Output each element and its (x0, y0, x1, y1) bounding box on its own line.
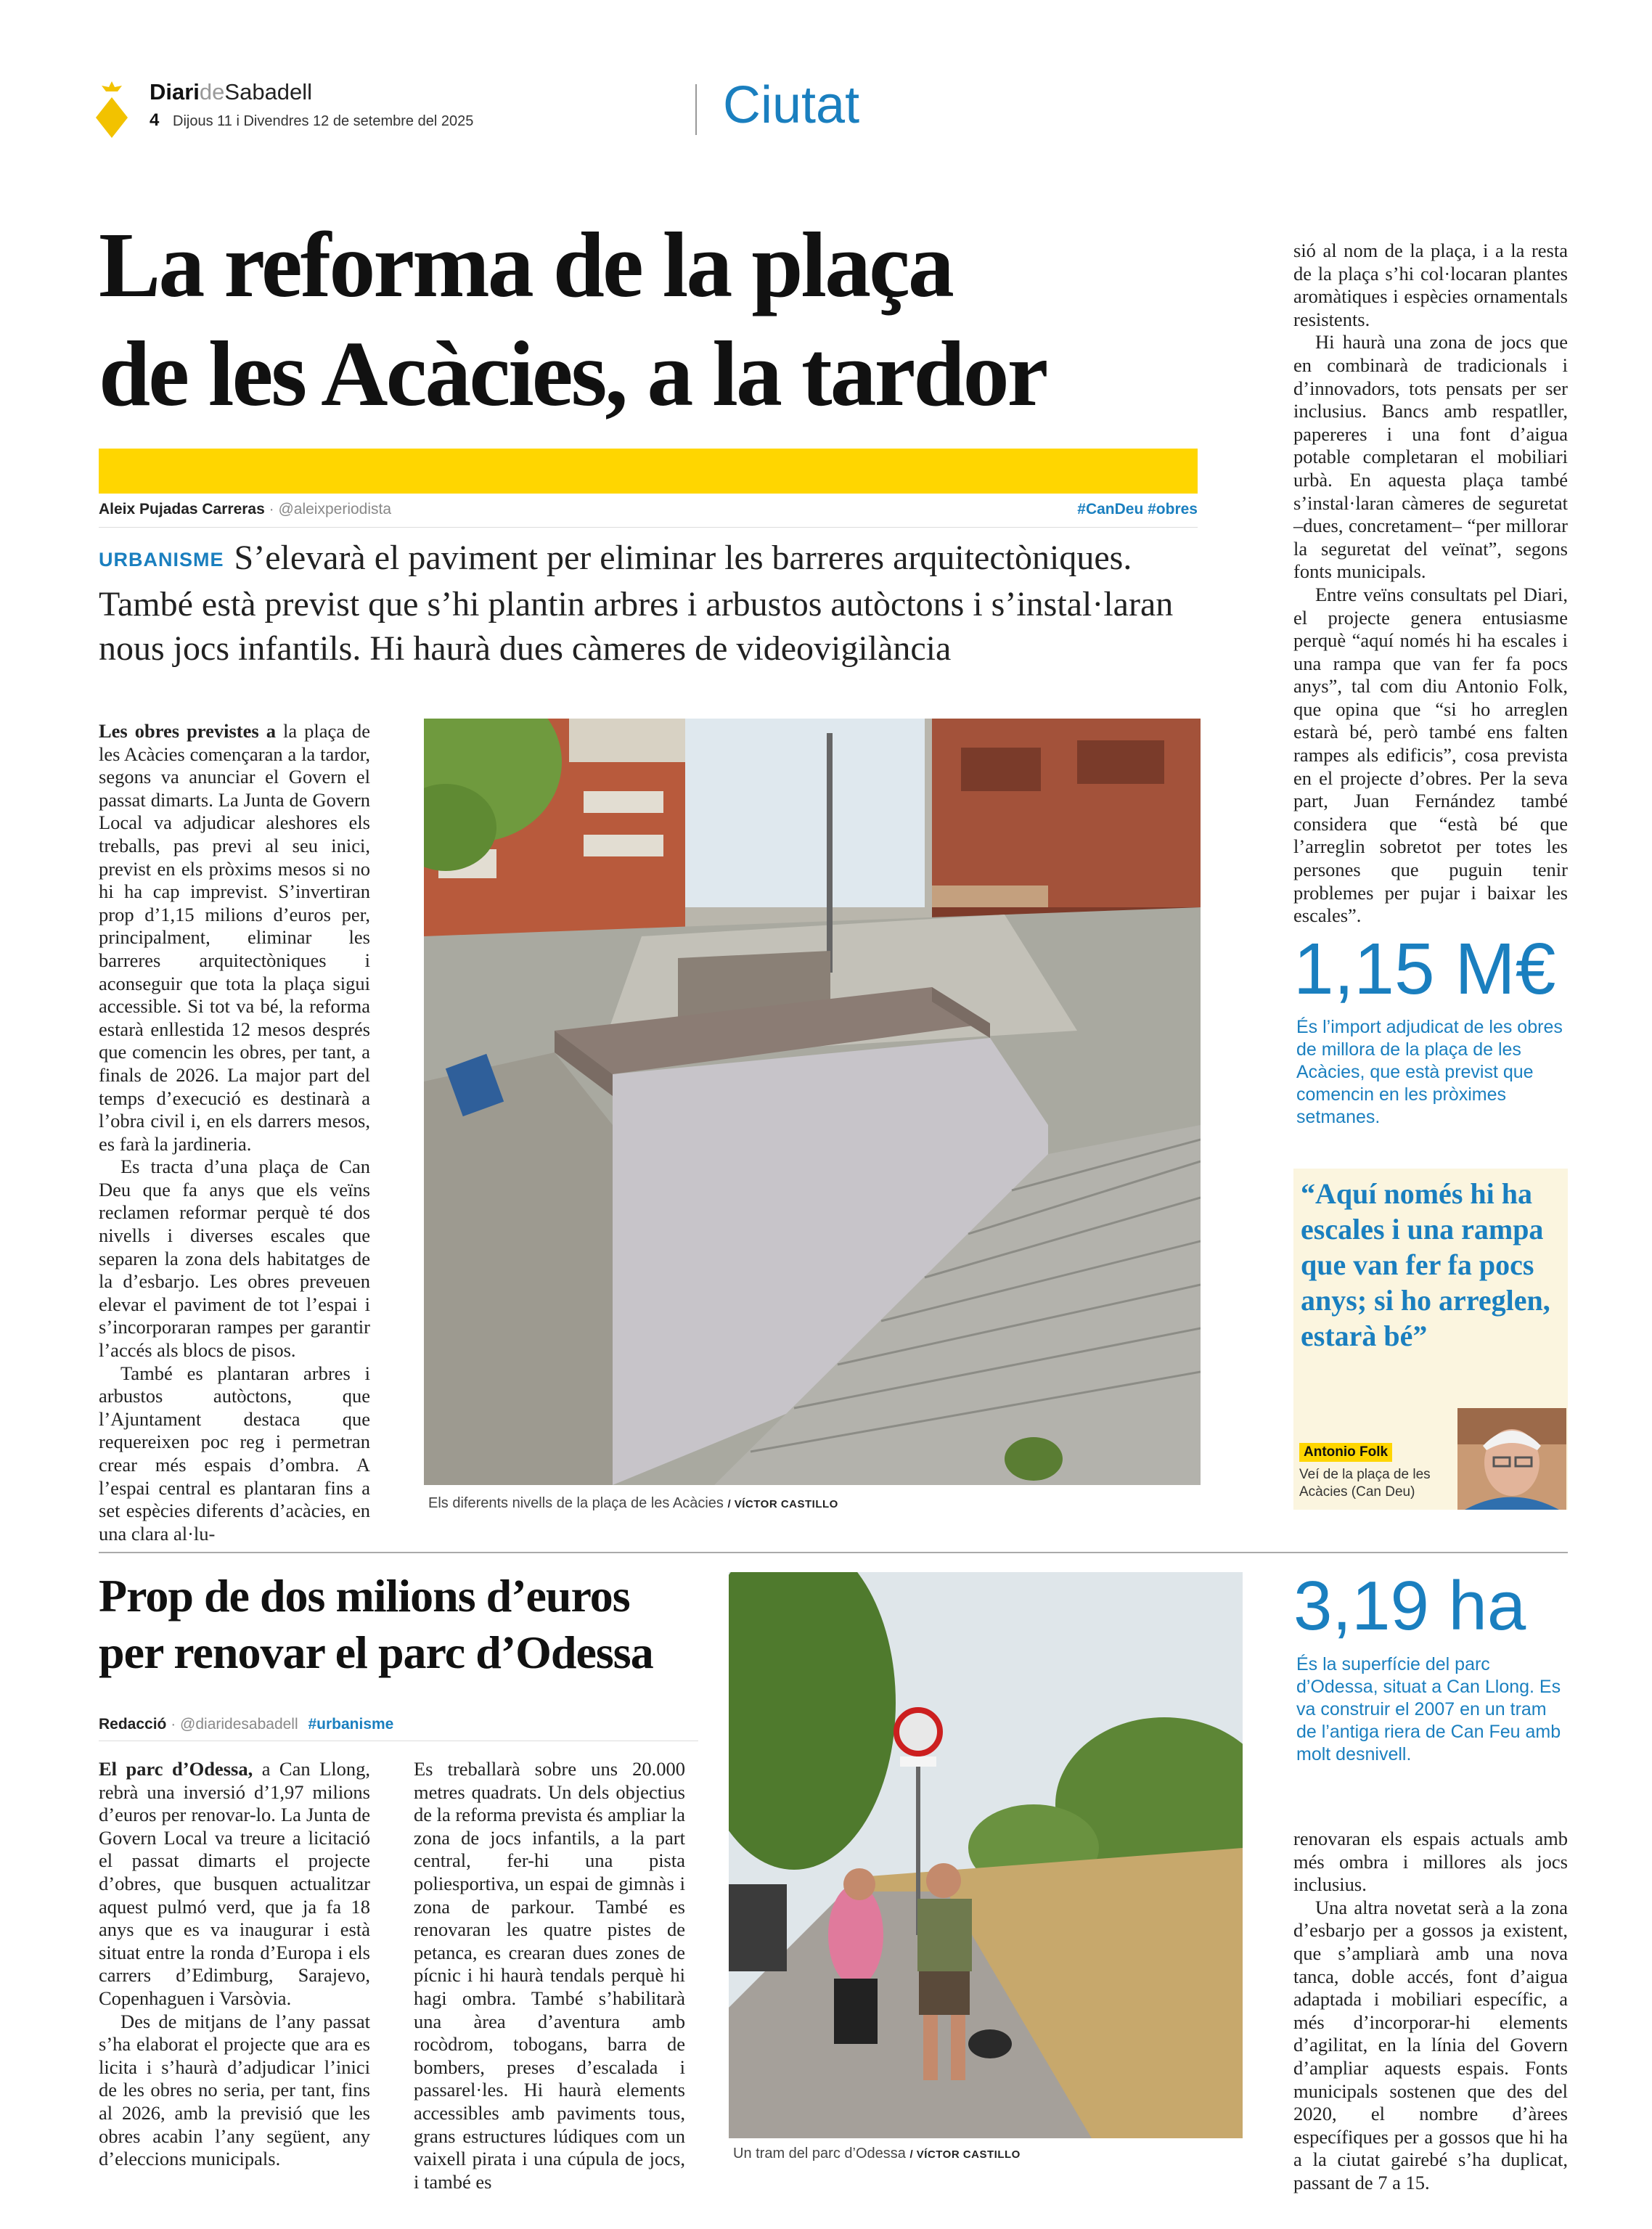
section-title[interactable]: Ciutat (723, 76, 860, 134)
body-paragraph: sió al nom de la plaça, i a la resta de la plaça s’hi col·locaran plantes aromàtiques i espècies ornamentals resistents. (1293, 240, 1568, 330)
body-paragraph: Es treballarà sobre uns 20.000 metres quadrats. Un dels objectius de la reforma prevista és ampliar la zona de jocs infantils, a la part central, fer-hi una pista poliesportiva, un espai de gimnàs i zona de parkour. També es renovaran les quatre pistes de petanca, es crearan dues zones de pícnic i hi haurà tendals perquè hi hagi ombra. També s’habilitarà una àrea d’aventura amb rocòdrom, tobogans, barra de bombers, preses d’escalada i passarel·les. Hi haurà elements accessibles amb paviments tous, grans estructures lúdiques com un vaixell pirata i una cúpula de jocs, i també es (414, 1758, 685, 2193)
issue-date: Dijous 11 i Divendres 12 de setembre del 2025 (173, 113, 474, 129)
yellow-diamond-shield-icon (96, 81, 128, 139)
headline-line-2: de les Acàcies, a la tardor (99, 322, 1047, 425)
article2-column-1 (99, 1758, 370, 2171)
article1-column-3 (1293, 240, 1568, 928)
page-number: 4 (150, 110, 160, 130)
kicker[interactable]: URBANISME (99, 549, 224, 570)
body-paragraph: a Can Llong, rebrà una inversió d’1,97 milions d’euros per renovar-lo. La Junta de Govern Local va treure a licitació el passat dimarts el projecte d’obres, que busquen actualitzar aquest pulmó verd, que ja fa 18 anys que es va inaugurar i està situat entre la ronda d’Europa i els carrers d’Edimburg, Sarajevo, Copenhaguen i Varsòvia. (99, 1758, 371, 2009)
photo-credit: / VÍCTOR CASTILLO (727, 1498, 838, 1510)
plaza-photo-caption (428, 1495, 838, 1512)
masthead-de: de (199, 79, 225, 105)
stat-number-1: 1,15 M€ (1293, 928, 1556, 1010)
park-photo-caption (733, 2146, 1021, 2162)
article1-tags[interactable]: #CanDeu #obres (1077, 501, 1198, 518)
header-divider (695, 84, 697, 135)
author-handle[interactable]: @aleixperiodista (278, 501, 392, 518)
stat-text-2: És la superfície del parc d’Odessa, situat a Can Llong. Es va construir el 2007 en un tram de l’antiga riera de Can Feu amb molt desnivell. (1296, 1654, 1561, 1764)
article2-column-3 (1293, 1828, 1568, 2195)
caption-text-2: Un tram del parc d’Odessa (733, 2146, 906, 2161)
lead-in: Les obres previstes a (99, 720, 276, 742)
park-photo[interactable] (729, 1572, 1243, 2138)
avatar-photo (1457, 1408, 1566, 1510)
quote-box (1293, 1169, 1568, 1510)
masthead-logo (96, 81, 128, 139)
headline-line-1: La reforma de la plaça (99, 213, 952, 316)
body-paragraph: Hi haurà una zona de jocs que en combinarà de tradicionals i d’innovadors, tots pensats per ser inclusius. Bancs amb respatller, papereres i una font d’aigua potable completaran el mobiliari urbà. En aquesta plaça també s’instal·laran càmeres de seguretat –dues, concretament– “per millorar la seguretat del veïnat”, segons fonts municipals. (1293, 331, 1568, 583)
body-paragraph: Una altra novetat serà a la zona d’esbarjo per a gossos ja existent, que s’ampliarà amb una nova tanca, doble accés, font d’aigua adaptada i mobiliari específic, a més d’incorporar-hi elements d’agilitat, en la línia del Govern d’ampliar aquests espais. Fonts municipals sostenen que des del 2020, el nombre d’àrees específiques per a gossos que hi ha a la ciutat gairebé s’ha duplicat, passant de 7 a 15. (1293, 1896, 1568, 2193)
quote-name-label (1299, 1443, 1392, 1462)
plaza-photo[interactable] (424, 719, 1201, 1485)
photo-credit-2: / VÍCTOR CASTILLO (909, 2148, 1021, 2161)
article1-column-1 (99, 720, 370, 1545)
stat-text-1: És l’import adjudicat de les obres de millora de la plaça de les Acàcies, que està previst que comencin en les pròximes setmanes. (1296, 1017, 1563, 1127)
article1-subhead (99, 536, 1202, 671)
avatar (1457, 1408, 1566, 1510)
body-paragraph: la plaça de les Acàcies començaran a la tardor, segons va anunciar el Govern el passat dimarts. La Junta de Govern Local va adjudicar aleshores els treballs, pas previ al seu inici, previst en els pròxims mesos si no hi ha cap imprevist. S’invertiran prop d’1,15 milions d’euros per, principalment, eliminar les barreres arquitectòniques i aconseguir que tota la plaça sigui accessible. Si tot va bé, la reforma estarà enllestida 12 mesos després que comencin les obres, per tant, a finals de 2026. La major part del temps d’execució es destinarà a l’obra civil i, en els darrers mesos, es farà la jardineria. (99, 720, 370, 1155)
masthead-title[interactable] (150, 78, 312, 106)
body-paragraph: renovaran els espais actuals amb més ombra i millores als jocs inclusius. (1293, 1828, 1568, 1896)
article2-column-2 (414, 1758, 685, 2193)
article1-byline: Aleix Pujadas Carreras · @aleixperiodista (99, 501, 392, 518)
headline2-line-2: per renovar el parc d’Odessa (99, 1627, 653, 1678)
author-name-2: Redacció (99, 1716, 167, 1733)
lead-in-2: El parc d’Odessa, (99, 1758, 253, 1780)
subhead-text: S’elevarà el paviment per eliminar les barreres arquitectòniques. També està previst que s’hi plantin arbres i arbustos autòctons i s’instal·laran nous jocs infantils. Hi haurà dues càmeres de videovigilància (99, 539, 1174, 668)
caption-text: Els diferents nivells de la plaça de les Acàcies (428, 1495, 724, 1511)
masthead-sabadell: Sabadell (224, 79, 313, 105)
body-paragraph: Es tracta d’una plaça de Can Deu que fa anys que els veïns reclamen reformar perquè té dos nivells i diverses escales que separen la zona dels habitatges de la d’esbarjo. Les obres preveuen elevar el paviment de tot l’espai i s’incorporaran rampes per garantir l’accés als blocs de pisos. (99, 1156, 370, 1362)
yellow-bar (99, 449, 1198, 494)
plaza-photo-illustration (424, 719, 1201, 1485)
article2-tags[interactable]: #urbanisme (308, 1716, 394, 1733)
body-paragraph: Des de mitjans de l’any passat s’ha elaborat el projecte que ara es licita i s’haurà d’adjudicar l’inici de les obres no seria, per tant, fins al 2026, amb la previsió que les obres acabin l’any següent, any d’eleccions municipals. (99, 2010, 370, 2170)
park-photo-illustration (729, 1572, 1243, 2138)
pull-quote: “Aquí només hi ha escales i una rampa que van fer fa pocs anys; si ho arreglen, estarà bé” (1301, 1177, 1550, 1352)
byline-rule (99, 527, 1198, 528)
article1-headline[interactable] (99, 210, 1046, 428)
masthead-diari: Diari (150, 79, 200, 105)
author-handle-2[interactable]: @diaridesabadell (180, 1716, 298, 1733)
quote-name: Antonio Folk (1304, 1444, 1389, 1460)
author-name: Aleix Pujadas Carreras (99, 501, 265, 518)
body-paragraph: Entre veïns consultats pel Diari, el projecte genera entusiasme perquè “aquí només hi ha escales i una rampa que van fer fa pocs anys”, tal com diu Antonio Folk, que opina que “si ho arreglen estarà bé, però també ens falten rampes als edificis”, cosa prevista en el projecte d’obres. Per la seva part, Juan Fernández també considera que “està bé que l’arreglin sobretot per totes les persones que puguin tenir problemes per pujar i baixar les escales”. (1293, 583, 1568, 927)
stat-number-2: 3,19 ha (1293, 1567, 1526, 1645)
article-divider (99, 1552, 1568, 1553)
quote-role: Veí de la plaça de les Acàcies (Can Deu) (1299, 1467, 1431, 1500)
headline2-line-1: Prop de dos milions d’euros (99, 1570, 630, 1621)
body-paragraph: També es plantaran arbres i arbustos autòctons, que l’Ajuntament destaca que requereixen poc reg i permetran crear més espais d’ombra. A l’espai central es plantaran fins a set espècies diferents d’acàcies, en una clara al·lu- (99, 1362, 370, 1545)
article2-byline: Redacció · @diaridesabadell #urbanisme (99, 1716, 394, 1733)
article2-headline[interactable] (99, 1568, 653, 1681)
